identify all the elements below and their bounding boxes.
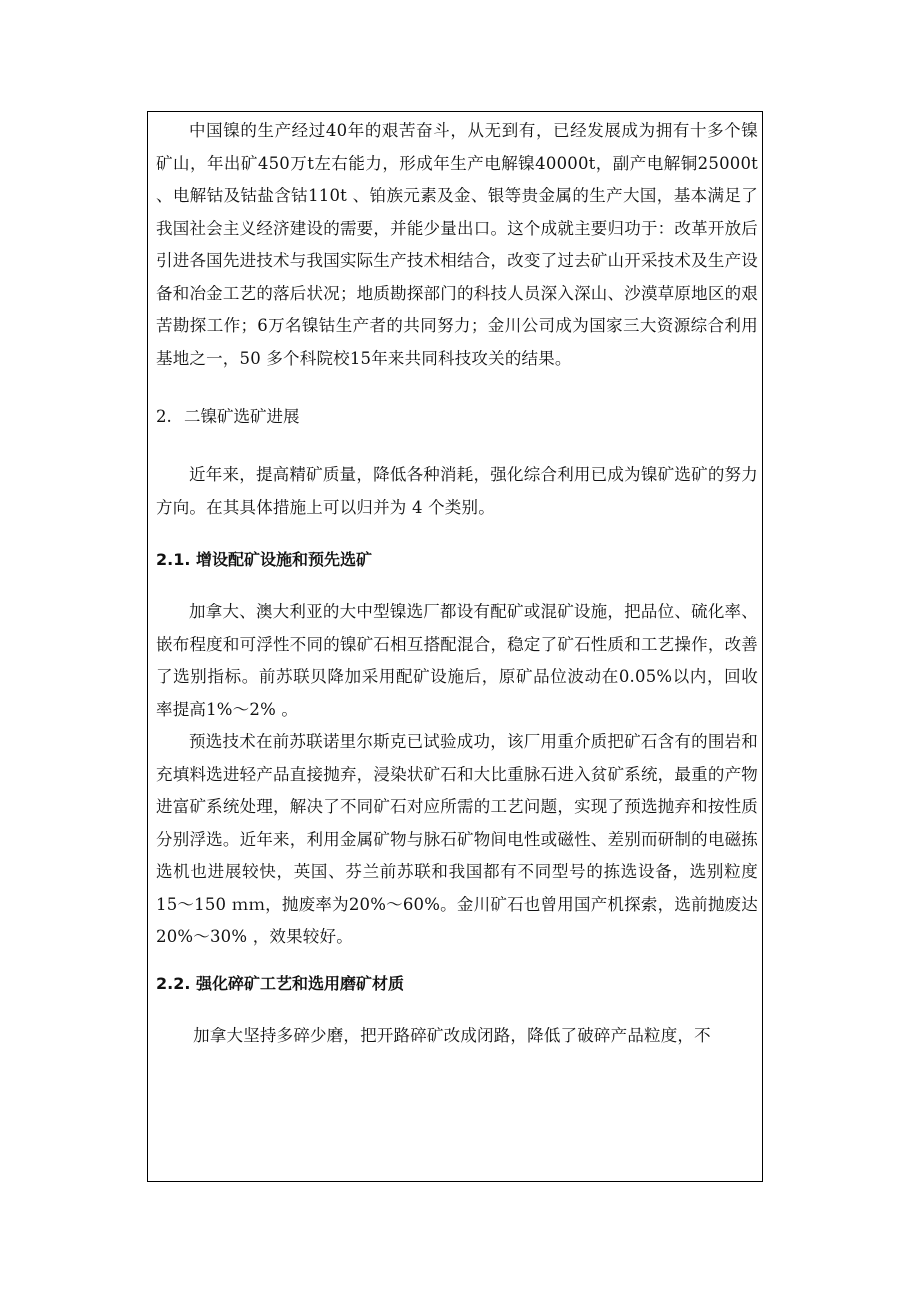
section-title: 增设配矿设施和预先选矿 xyxy=(196,550,373,569)
spacer xyxy=(156,576,758,596)
paragraph-ore-blending: 加拿大、澳大利亚的大中型镍选厂都设有配矿或混矿设施，把品位、硫化率、嵌布程度和可浮性不同的镍矿石相互搭配混合，稳定了矿石性质和工艺操作，改善了选别指标。前苏联贝降加采用配矿设施后，原矿品位波动在0.05%以内，回收率提高1%～2% 。 xyxy=(156,602,758,719)
paragraph-section-2-intro: 近年来，提高精矿质量，降低各种消耗，强化综合利用已成为镍矿选矿的努力方向。在其具体措施上可以归并为 4 个类别。 xyxy=(156,465,758,517)
section-number: 2.2. xyxy=(156,973,191,993)
spacer xyxy=(156,954,758,968)
section-heading-2 xyxy=(156,401,758,433)
spacer xyxy=(156,1000,758,1020)
spacer xyxy=(156,524,758,544)
section-heading-2-2 xyxy=(156,968,758,1000)
paragraph-crushing: 加拿大坚持多碎少磨，把开路碎矿改成闭路，降低了破碎产品粒度，不 xyxy=(193,1025,711,1045)
paragraph-pre-concentration: 预选技术在前苏联诺里尔斯克已试验成功，该厂用重介质把矿石含有的围岩和充填料选进轻产品直接抛弃，浸染状矿石和大比重脉石进入贫矿系统，最重的产物进富矿系统处理，解决了不同矿石对应所需的工艺问题，实现了预选抛弃和按性质分别浮选。近年来，利用金属矿物与脉石矿物间电性或磁性、差别而研制的电磁拣选机也进展较快，英国、芬兰前苏联和我国都有不同型号的拣选设备，选别粒度15～150 ｍｍ，抛废率为20%～60%。金川矿石也曾用国产机探索，选前抛废达20%～30% ，效果较好。 xyxy=(156,732,758,946)
document-frame xyxy=(147,111,763,1182)
document-body xyxy=(156,115,758,1052)
section-title: 二镍矿选矿进展 xyxy=(184,407,300,426)
section-title: 强化碎矿工艺和选用磨矿材质 xyxy=(196,973,405,993)
spacer xyxy=(156,433,758,459)
section-number: 2.1. xyxy=(156,550,191,569)
spacer xyxy=(156,375,758,401)
paragraph-nickel-production: 中国镍的生产经过40年的艰苦奋斗，从无到有，已经发展成为拥有十多个镍矿山，年出矿450万t左右能力，形成年生产电解镍40000t，副产电解铜25000t 、电解钴及钴盐含钴110t 、铂族元素及金、银等贵金属的生产大国，基本满足了我国社会主义经济建设的需要，并能少量出口。这个成就主要归功于：改革开放后引进各国先进技术与我国实际生产技术相结合，改变了过去矿山开采技术及生产设备和冶金工艺的落后状况；地质勘探部门的科技人员深入深山、沙漠草原地区的艰苦勘探工作；6万名镍钴生产者的共同努力；金川公司成为国家三大资源综合利用基地之一，50 多个科院校15年来共同科技攻关的结果。 xyxy=(156,121,758,368)
section-heading-2-1 xyxy=(156,544,758,576)
section-number: 2. xyxy=(156,407,172,426)
